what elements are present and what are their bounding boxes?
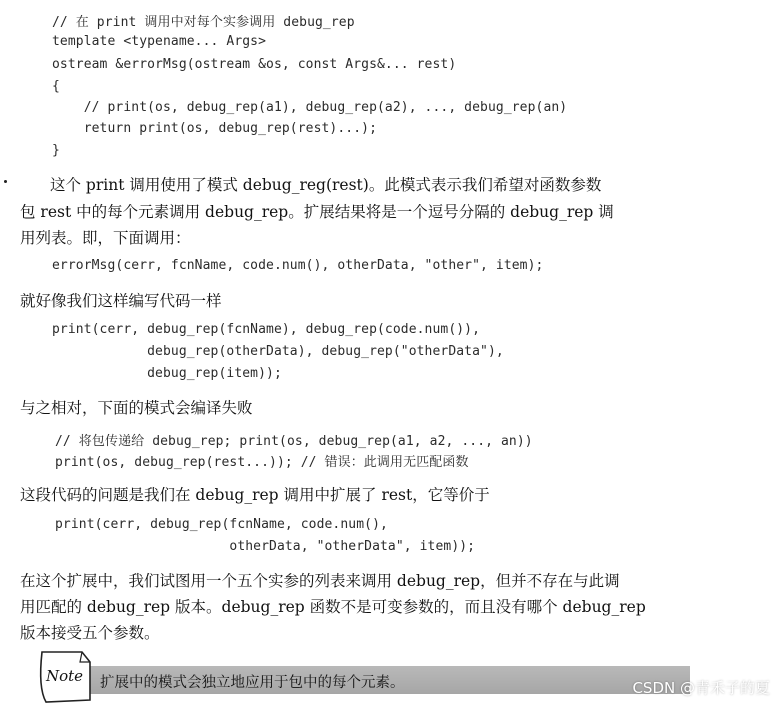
code-line: // print(os, debug_rep(a1), debug_rep(a2), ..., debug_rep(an) — [52, 100, 568, 115]
paragraph-line: 在这个扩展中，我们试图用一个五个实参的列表来调用 debug_rep，但并不存在与此调 — [20, 572, 620, 590]
paragraph-line: 就好像我们这样编写代码一样 — [20, 292, 222, 310]
paragraph-line: 包 rest 中的每个元素调用 debug_rep。扩展结果将是一个逗号分隔的 debug_rep 调 — [20, 203, 614, 221]
code-line: errorMsg(cerr, fcnName, code.num(), otherData, "other", item); — [52, 258, 544, 273]
scan-dot — [4, 180, 7, 183]
paragraph-line: 用匹配的 debug_rep 版本。debug_rep 函数不是可变参数的，而且没有哪个 debug_rep — [20, 598, 646, 616]
code-line: template <typename... Args> — [52, 34, 267, 49]
code-line: return print(os, debug_rep(rest)...); — [52, 121, 377, 136]
code-line: ostream &errorMsg(ostream &os, const Args&... rest) — [52, 57, 457, 72]
paragraph-line: 用列表。即，下面调用： — [20, 229, 191, 247]
code-line: print(cerr, debug_rep(fcnName, code.num(), — [55, 517, 388, 532]
paragraph-line: 这个 print 调用使用了模式 debug_reg(rest)。此模式表示我们希望对函数参数 — [50, 176, 602, 194]
note-icon-label: Note — [46, 667, 84, 685]
watermark: CSDN @青禾子的夏 — [632, 679, 770, 697]
code-line: otherData, "otherData", item)); — [55, 539, 476, 554]
note-icon — [34, 648, 96, 706]
code-line: print(os, debug_rep(rest...)); // 错误：此调用无匹配函数 — [55, 455, 469, 470]
code-line: { — [52, 79, 60, 94]
code-line: // 在 print 调用中对每个实参调用 debug_rep — [52, 15, 355, 30]
code-line: } — [52, 143, 60, 158]
paragraph-line: 与之相对，下面的模式会编译失败 — [20, 399, 253, 417]
paragraph-line: 版本接受五个参数。 — [20, 624, 160, 642]
code-line: // 将包传递给 debug_rep; print(os, debug_rep(a1, a2, ..., an)) — [55, 434, 533, 449]
code-line: debug_rep(otherData), debug_rep("otherData"), — [52, 344, 504, 359]
code-line: debug_rep(item)); — [52, 366, 282, 381]
code-line: print(cerr, debug_rep(fcnName), debug_rep(code.num()), — [52, 322, 481, 337]
note-text: 扩展中的模式会独立地应用于包中的每个元素。 — [100, 675, 405, 691]
paragraph-line: 这段代码的问题是我们在 debug_rep 调用中扩展了 rest，它等价于 — [20, 486, 490, 504]
